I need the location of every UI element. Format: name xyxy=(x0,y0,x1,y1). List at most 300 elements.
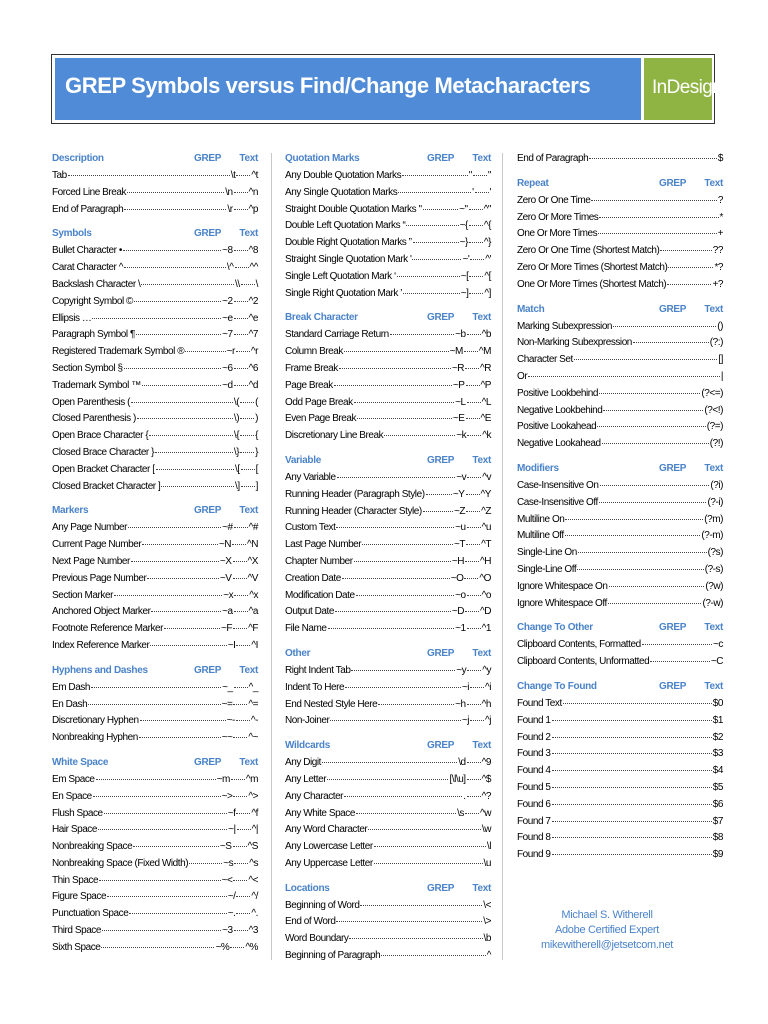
dot-leader xyxy=(467,477,481,478)
grep-column-label: GREP xyxy=(427,153,455,164)
entry-label: Tab xyxy=(52,170,67,181)
grep-column-label: GREP xyxy=(659,462,687,474)
grep-code: (?-w) xyxy=(702,597,723,609)
dot-leader xyxy=(134,301,221,302)
table-row xyxy=(517,245,723,262)
table-row xyxy=(52,380,258,397)
text-code: ^b xyxy=(481,329,491,341)
grep-column-label: GREP xyxy=(659,303,687,315)
dot-leader xyxy=(469,225,483,226)
grep-code: $0 xyxy=(712,697,723,709)
grep-code: (?s) xyxy=(707,547,723,559)
dot-leader xyxy=(563,703,712,704)
grep-code: ~Z xyxy=(454,505,466,517)
section-heading xyxy=(517,463,723,480)
entry-label: Non-Joiner xyxy=(285,715,330,727)
table-row xyxy=(285,170,491,187)
grep-code: ~{ xyxy=(459,220,468,232)
grep-code: $6 xyxy=(712,798,723,810)
dot-leader xyxy=(412,259,461,260)
text-code: ) xyxy=(255,413,258,425)
dot-leader xyxy=(93,796,221,797)
dot-leader xyxy=(398,192,471,193)
entry-label: End Nested Style Here xyxy=(285,698,378,710)
grep-column-label: GREP xyxy=(427,454,455,466)
dot-leader xyxy=(402,175,468,176)
entry-label: Nonbreaking Space (Fixed Width) xyxy=(52,857,189,869)
text-code: ^a xyxy=(248,606,258,618)
reference-section xyxy=(517,178,723,296)
text-code: ^E xyxy=(480,413,491,425)
entry-label: Clipboard Contents, Formatted xyxy=(517,639,641,651)
entry-label: Any Uppercase Letter xyxy=(285,857,373,869)
table-row xyxy=(285,187,491,204)
section-heading xyxy=(52,665,258,682)
reference-section xyxy=(52,228,258,497)
reference-section xyxy=(52,153,258,220)
author-name: Michael S. Witherell xyxy=(561,909,653,921)
entry-label: Frame Break xyxy=(285,362,338,374)
table-row xyxy=(52,875,258,892)
section-title: Hyphens and Dashes xyxy=(52,664,148,676)
table-row xyxy=(52,279,258,296)
dot-leader xyxy=(608,603,702,604)
entry-label: Any Lowercase Letter xyxy=(285,841,373,853)
dot-leader xyxy=(330,720,460,721)
dot-leader xyxy=(642,644,712,645)
grep-code: ~" xyxy=(459,203,468,215)
dot-leader xyxy=(104,813,227,814)
entry-label: Paragraph Symbol ¶ xyxy=(52,329,135,341)
entry-label: Section Symbol § xyxy=(52,362,123,374)
dot-leader xyxy=(124,368,222,369)
grep-code: ~e xyxy=(222,312,233,324)
text-code: ^n xyxy=(248,186,258,198)
grep-column-label: GREP xyxy=(427,740,455,752)
grep-code: ~] xyxy=(460,287,469,299)
entry-label: Any Digit xyxy=(285,757,321,769)
entry-label: Zero Or One Time (Shortest Match) xyxy=(517,245,660,257)
text-code: ^Z xyxy=(481,505,491,517)
dot-leader xyxy=(336,921,482,922)
entry-label: Em Dash xyxy=(52,681,90,693)
grep-code: \n xyxy=(225,186,233,198)
text-code: ^^ xyxy=(249,262,258,274)
dot-leader xyxy=(660,250,711,251)
table-row xyxy=(52,430,258,447)
reference-section xyxy=(517,153,723,170)
section-title: Change To Other xyxy=(517,622,593,634)
dot-leader xyxy=(475,192,489,193)
entry-label: Ellipsis … xyxy=(52,312,92,324)
text-code: ^X xyxy=(247,555,258,567)
grep-column-label: GREP xyxy=(194,756,222,768)
table-row xyxy=(285,397,491,414)
table-row xyxy=(285,522,491,539)
dot-leader xyxy=(467,628,481,629)
dot-leader xyxy=(599,393,700,394)
entry-label: Any Variable xyxy=(285,471,336,483)
entry-label: Open Brace Character { xyxy=(52,430,149,442)
dot-leader xyxy=(467,334,481,335)
section-heading xyxy=(517,681,723,698)
dot-leader xyxy=(233,846,247,847)
table-row xyxy=(517,153,723,170)
grep-column-label: GREP xyxy=(194,228,222,240)
dot-leader xyxy=(142,544,218,545)
text-code: ^' xyxy=(485,253,491,265)
grep-code: \b xyxy=(483,933,491,945)
text-code: ^i xyxy=(484,681,491,693)
dot-leader xyxy=(131,402,233,403)
entry-label: Copyright Symbol © xyxy=(52,295,133,307)
grep-code: (?-i) xyxy=(707,496,723,508)
dot-leader xyxy=(233,796,247,797)
grep-code: $1 xyxy=(712,714,723,726)
entry-label: Multiline On xyxy=(517,513,565,525)
entry-label: Single-Line On xyxy=(517,547,577,559)
text-column-label: Text xyxy=(239,153,258,164)
table-row xyxy=(52,296,258,313)
text-code: ^7 xyxy=(248,329,258,341)
section-title: White Space xyxy=(52,756,109,768)
grep-code: ~H xyxy=(451,555,464,567)
dot-leader xyxy=(230,947,244,948)
grep-code: (?m) xyxy=(704,513,723,525)
table-row xyxy=(517,849,723,866)
dot-leader xyxy=(470,687,484,688)
entry-label: Negative Lookbehind xyxy=(517,404,603,416)
dot-leader xyxy=(467,402,481,403)
dot-leader xyxy=(465,813,479,814)
entry-label: Page Break xyxy=(285,379,333,391)
grep-code: (?=) xyxy=(706,421,723,433)
grep-code: ~' xyxy=(462,253,470,265)
grep-code: \( xyxy=(233,396,240,408)
table-row xyxy=(52,170,258,187)
table-row xyxy=(517,748,723,765)
table-row xyxy=(52,573,258,590)
grep-code: ~d xyxy=(222,379,233,391)
grep-code: ' xyxy=(472,186,474,198)
dot-leader xyxy=(241,486,255,487)
table-row xyxy=(52,715,258,732)
entry-label: Single-Line Off xyxy=(517,563,577,575)
text-column-label: Text xyxy=(472,312,491,324)
dot-leader xyxy=(141,284,234,285)
entry-label: Found 9 xyxy=(517,849,551,861)
dot-leader xyxy=(589,158,717,159)
text-code: ^D xyxy=(479,606,491,618)
table-row xyxy=(517,639,723,656)
section-heading xyxy=(517,622,723,639)
dot-leader xyxy=(236,645,250,646)
dot-leader xyxy=(466,418,480,419)
dot-leader xyxy=(336,527,454,528)
grep-code: ~u xyxy=(455,522,466,534)
dot-leader xyxy=(137,418,233,419)
section-title: Variable xyxy=(285,454,321,466)
grep-code: \] xyxy=(234,480,240,492)
table-row xyxy=(285,858,491,875)
table-row xyxy=(285,472,491,489)
table-row xyxy=(52,699,258,716)
dot-leader xyxy=(236,896,250,897)
grep-code: [] xyxy=(718,354,723,366)
dot-leader xyxy=(360,905,482,906)
table-row xyxy=(52,245,258,262)
dot-leader xyxy=(133,846,219,847)
dot-leader xyxy=(234,930,248,931)
text-column-label: Text xyxy=(472,153,491,164)
grep-code: (?!) xyxy=(709,438,723,450)
dot-leader xyxy=(185,351,225,352)
table-row xyxy=(285,271,491,288)
author-signature xyxy=(537,908,677,953)
table-row xyxy=(52,841,258,858)
table-row xyxy=(285,808,491,825)
dot-leader xyxy=(603,410,703,411)
entry-label: Next Page Number xyxy=(52,555,130,567)
dot-leader xyxy=(139,737,221,738)
dot-leader xyxy=(233,628,247,629)
grep-code: ~R xyxy=(451,362,464,374)
table-row xyxy=(52,732,258,749)
entry-label: Discretionary Hyphen xyxy=(52,715,139,727)
table-row xyxy=(517,832,723,849)
dot-leader xyxy=(403,293,460,294)
table-row xyxy=(517,656,723,673)
dot-leader xyxy=(339,368,451,369)
reference-section xyxy=(285,648,491,732)
entry-label: Footnote Reference Marker xyxy=(52,623,164,635)
dot-leader xyxy=(423,511,453,512)
grep-code: ~o xyxy=(455,589,466,601)
reference-section xyxy=(285,740,491,875)
table-row xyxy=(52,858,258,875)
table-row xyxy=(52,590,258,607)
entry-label: Section Marker xyxy=(52,589,113,601)
entry-label: Case-Insensitive On xyxy=(517,479,599,491)
entry-label: Ignore Whitespace Off xyxy=(517,597,607,609)
entry-label: Closed Bracket Character ] xyxy=(52,480,161,492)
section-heading xyxy=(517,304,723,321)
dot-leader xyxy=(149,435,233,436)
dot-leader xyxy=(92,318,221,319)
table-row xyxy=(285,774,491,791)
table-row xyxy=(517,782,723,799)
grep-code: ~Y xyxy=(452,488,465,500)
entry-label: En Dash xyxy=(52,698,88,710)
entry-label: Current Page Number xyxy=(52,539,142,551)
dot-leader xyxy=(91,687,221,688)
grep-code: | xyxy=(720,370,723,382)
text-code: ^| xyxy=(251,824,258,836)
grep-code: ~S xyxy=(219,841,232,853)
entry-label: Case-Insensitive Off xyxy=(517,496,598,508)
grep-code: ~c xyxy=(713,639,723,651)
entry-label: Custom Text xyxy=(285,522,336,534)
text-code: ' xyxy=(489,186,491,198)
dot-leader xyxy=(147,578,219,579)
grep-code: \d xyxy=(458,757,466,769)
grep-code: ~y xyxy=(456,664,467,676)
entry-label: Any Double Quotation Marks xyxy=(285,170,402,181)
table-row xyxy=(52,606,258,623)
entry-label: Single Right Quotation Mark ’ xyxy=(285,287,403,299)
grep-code: \< xyxy=(483,899,491,911)
grep-code: ~I xyxy=(227,639,236,651)
table-row xyxy=(285,933,491,950)
entry-label: Found 2 xyxy=(517,731,551,743)
grep-code: ~_ xyxy=(222,681,233,693)
table-row xyxy=(52,313,258,330)
dot-leader xyxy=(233,737,247,738)
dot-leader xyxy=(469,209,483,210)
grep-code: ~T xyxy=(454,539,466,551)
grep-code: ~L xyxy=(455,396,466,408)
entry-label: Non-Marking Subexpression xyxy=(517,337,632,349)
dot-leader xyxy=(467,527,481,528)
dot-leader xyxy=(381,955,486,956)
text-code: " xyxy=(487,170,491,181)
text-code: ^o xyxy=(481,589,491,601)
entry-label: Any White Space xyxy=(285,807,355,819)
dot-leader xyxy=(466,494,480,495)
reference-section xyxy=(285,883,491,967)
table-row xyxy=(517,497,723,514)
dot-leader xyxy=(552,720,712,721)
table-row xyxy=(285,715,491,732)
dot-leader xyxy=(577,569,703,570)
text-code: ^F xyxy=(248,623,258,635)
grep-code: *? xyxy=(714,261,723,273)
dot-leader xyxy=(574,359,717,360)
entry-label: Found 8 xyxy=(517,832,551,844)
entry-label: Positive Lookahead xyxy=(517,421,597,433)
table-row xyxy=(52,891,258,908)
entry-label: Found Text xyxy=(517,697,562,709)
dot-leader xyxy=(351,670,455,671)
table-row xyxy=(517,337,723,354)
grep-column-label: GREP xyxy=(194,153,222,164)
table-row xyxy=(285,824,491,841)
entry-label: Positive Lookbehind xyxy=(517,387,598,399)
entry-label: Any Character xyxy=(285,790,344,802)
table-row xyxy=(285,413,491,430)
section-title: Symbols xyxy=(52,228,92,240)
entry-label: Column Break xyxy=(285,346,343,358)
text-code: \ xyxy=(255,278,258,290)
table-row xyxy=(285,950,491,967)
dot-leader xyxy=(565,535,701,536)
dot-leader xyxy=(354,402,454,403)
entry-label: Odd Page Break xyxy=(285,396,353,408)
table-row xyxy=(52,413,258,430)
text-code: ^< xyxy=(248,874,258,886)
dot-leader xyxy=(236,351,250,352)
dot-leader xyxy=(613,326,716,327)
dot-leader xyxy=(597,426,706,427)
grep-code: ~/ xyxy=(227,891,236,903)
entry-label: Anchored Object Marker xyxy=(52,606,151,618)
entry-label: Ignore Whitespace On xyxy=(517,580,608,592)
dot-leader xyxy=(465,611,479,612)
table-row xyxy=(285,204,491,221)
text-code: ^M xyxy=(478,346,491,358)
product-name: InDesign CS3 xyxy=(652,77,763,98)
entry-label: Found 3 xyxy=(517,748,551,760)
table-row xyxy=(285,489,491,506)
grep-code: ~% xyxy=(215,941,230,953)
dot-leader xyxy=(99,880,220,881)
grep-code: ? xyxy=(717,194,723,206)
entry-label: Trademark Symbol ™ xyxy=(52,379,141,391)
table-row xyxy=(52,346,258,363)
entry-label: Marking Subexpression xyxy=(517,320,613,332)
text-code: ^% xyxy=(245,941,258,953)
section-title: Match xyxy=(517,303,545,315)
table-row xyxy=(517,514,723,531)
dot-leader xyxy=(240,435,254,436)
dot-leader xyxy=(354,561,451,562)
table-row xyxy=(285,573,491,590)
entry-label: Thin Space xyxy=(52,874,99,886)
text-code: ^" xyxy=(483,203,491,215)
table-row xyxy=(517,732,723,749)
dot-leader xyxy=(161,486,234,487)
grep-code: \r xyxy=(227,203,233,215)
entry-label: Zero Or More Times xyxy=(517,211,599,223)
dot-leader xyxy=(552,787,712,788)
dot-leader xyxy=(68,175,230,176)
text-code: ^3 xyxy=(248,925,258,937)
table-row xyxy=(52,774,258,791)
dot-leader xyxy=(565,519,703,520)
table-row xyxy=(517,262,723,279)
table-row xyxy=(285,329,491,346)
table-row xyxy=(52,363,258,380)
table-row xyxy=(52,808,258,825)
dot-leader xyxy=(189,863,222,864)
table-row xyxy=(517,765,723,782)
title-panel xyxy=(55,58,641,120)
text-column-label: Text xyxy=(704,680,723,692)
table-row xyxy=(285,539,491,556)
text-code: ^H xyxy=(479,555,491,567)
text-code: ^R xyxy=(479,362,491,374)
text-column-label: Text xyxy=(704,622,723,634)
grep-code: \s xyxy=(457,807,464,819)
grep-code: ~r xyxy=(226,346,235,358)
grep-code: \l xyxy=(486,841,491,853)
entry-label: One Or More Times xyxy=(517,228,598,240)
section-title: Description xyxy=(52,153,104,164)
table-row xyxy=(285,506,491,523)
dot-leader xyxy=(128,527,221,528)
grep-code: $3 xyxy=(712,748,723,760)
dot-leader xyxy=(470,720,484,721)
section-heading xyxy=(517,178,723,195)
text-column-label: Text xyxy=(472,647,491,659)
dot-leader xyxy=(233,704,247,705)
table-row xyxy=(517,438,723,455)
grep-code: \\ xyxy=(234,278,240,290)
dot-leader xyxy=(552,804,712,805)
section-heading xyxy=(285,312,491,329)
entry-label: Open Bracket Character [ xyxy=(52,463,155,475)
grep-code: \w xyxy=(481,824,491,836)
